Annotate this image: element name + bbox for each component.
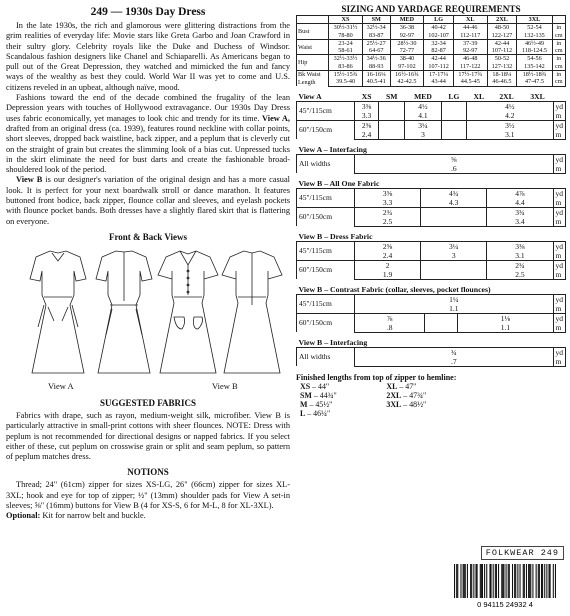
barcode-bar — [496, 564, 497, 598]
measure-cell: 37-39 — [453, 39, 487, 47]
yardage-m: 1.1 — [458, 323, 553, 333]
length-entry: SM – 44¾" — [300, 391, 337, 401]
yardage-m: 3.4 — [487, 217, 553, 227]
barcode-bar — [465, 564, 466, 598]
unit-yd: yd — [553, 207, 566, 217]
measure-cell: 54-56 — [517, 55, 552, 63]
measure-cell: 18½-18¾ — [517, 71, 552, 79]
left-column — [6, 6, 290, 610]
yardage-m: 3 — [421, 251, 487, 261]
yardage-yd: ⅞ — [355, 313, 425, 323]
size-header: LG — [424, 16, 454, 24]
dress-sketches — [14, 245, 284, 381]
measure-cell: 46½-49 — [517, 39, 552, 47]
fabric-width: 45"/115cm — [297, 294, 355, 313]
sizing-heading: SIZING AND YARDAGE REQUIREMENTS — [341, 4, 521, 14]
measure-cell: 40.5-41 — [362, 78, 390, 86]
barcode-bar — [539, 564, 540, 598]
measure-cell: 47-47.5 — [517, 78, 552, 86]
measure-cell: 28½-30 — [390, 39, 424, 47]
measure-label: Bk Waist Length — [297, 71, 329, 87]
yardage-row — [297, 313, 566, 323]
barcode-bar — [495, 564, 496, 598]
length-entry: 3XL – 48½" — [386, 400, 427, 410]
measure-cell: 97-102 — [390, 63, 424, 71]
measure-cell: 15½-15¾ — [329, 71, 363, 79]
measure-row-metric — [297, 63, 566, 71]
yardage-yd: 3¾ — [487, 207, 553, 217]
fabrics-text: Fabrics with drape, such as rayon, medium-weight silk, microfiber. View B is particularly attractive in small-print cottons with sheer flounces. NOTE: Dress with peplum is not recommended for directional designs or napped fabrics. If you select either of these, cut peplum on crosswise grain or split and seam peplum, so pattern of peplum matches dress. — [6, 410, 290, 462]
fabric-width: 60"/150cm — [297, 313, 355, 332]
unit-m: m — [553, 251, 566, 261]
yardage-yd — [379, 101, 405, 111]
barcode-bar — [550, 564, 551, 598]
barcode-bar — [503, 564, 504, 598]
barcode-bar — [526, 564, 527, 598]
measure-row — [297, 24, 566, 32]
barcode-number: 0 94115 24932 4 — [477, 600, 533, 609]
yardage-yd: 4⅞ — [487, 188, 553, 198]
view-a-label: View A, — [262, 113, 290, 123]
size-header: SM — [379, 90, 405, 102]
barcode-bar — [493, 564, 494, 598]
barcode-bar — [477, 564, 478, 598]
views-illustration — [6, 245, 290, 393]
size-header-row — [297, 16, 566, 24]
measure-cell: 107-112 — [424, 63, 454, 71]
measure-cell: 135-142 — [517, 63, 552, 71]
fabric-width: All widths — [297, 347, 355, 366]
barcode-bar — [482, 564, 483, 598]
measure-cell: 122-127 — [487, 32, 517, 40]
barcode-bar — [486, 564, 487, 598]
measure-label: Waist — [297, 39, 329, 55]
unit-m: m — [553, 323, 566, 333]
pattern-title: 249 — 1930s Day Dress — [90, 6, 206, 18]
fabrics-heading: SUGGESTED FABRICS — [99, 397, 197, 408]
measure-cell: 42-44 — [424, 55, 454, 63]
views-heading: Front & Back Views — [108, 231, 188, 242]
yardage-table — [296, 230, 566, 280]
barcode-bar — [515, 564, 516, 598]
yardage-table — [296, 177, 566, 227]
measure-cell: 83-87 — [362, 32, 390, 40]
yardage-yd: 3⅝ — [355, 188, 421, 198]
length-entry — [386, 409, 480, 418]
yardage-yd: 4½ — [467, 101, 553, 111]
measure-cell: 32-34 — [424, 39, 454, 47]
size-header: XL — [453, 16, 487, 24]
yardage-m — [379, 130, 405, 140]
fabric-width: 60"/150cm — [297, 260, 355, 279]
intro-paragraph-1: In the late 1930s, the rich and glamorous were glittering distractions from the grim realities of everyday life: Movie stars like Greta Garbo and Joan Crawford in their sultry glory. Celebrity royals like the Duke and Duchess of Windsor. Scandalous fashion designers like Chanel and Schiaparelli. As Americans began to pull out of the Great Depression, they watched and mimicked the fun and fancy ways of the wealthy as best they could. World War II was yet to come and U.S. citizens reveled in an upbeat, although naïve, mood. — [6, 21, 290, 92]
length-entry: XS – 44" — [300, 382, 330, 392]
barcode-bar — [546, 564, 547, 598]
measure-cell: 72-77 — [390, 47, 424, 55]
barcode-bar — [501, 564, 502, 598]
fabric-width: 60"/150cm — [297, 120, 355, 139]
unit-yd: yd — [553, 260, 566, 270]
yardage-row — [297, 260, 566, 270]
barcode-bar — [467, 564, 468, 598]
barcode-bar — [529, 564, 530, 598]
barcode-bar — [464, 564, 465, 598]
yardage-m — [441, 130, 466, 140]
measure-cell: 34½-36 — [362, 55, 390, 63]
yardage-yd: 2¾ — [355, 207, 421, 217]
yardage-yd: 2⅝ — [355, 120, 379, 130]
size-header: SM — [362, 16, 390, 24]
barcode-bar — [538, 564, 539, 598]
measure-row-metric — [297, 47, 566, 55]
measure-row — [297, 71, 566, 79]
unit-m: m — [553, 270, 566, 280]
unit-in: in — [552, 71, 565, 79]
notions-heading: NOTIONS — [127, 467, 169, 478]
barcode-bar — [541, 564, 542, 598]
barcode-bar — [498, 564, 499, 598]
barcode-bar — [512, 564, 513, 598]
size-header: 2XL — [487, 16, 517, 24]
measure-cell: 38-40 — [390, 55, 424, 63]
size-header: XS — [329, 16, 363, 24]
measure-cell: 127-132 — [487, 63, 517, 71]
barcode-bar — [470, 564, 471, 598]
yardage-yd — [421, 260, 487, 270]
measure-cell: 92-97 — [453, 47, 487, 55]
size-header: MED — [390, 16, 424, 24]
intro-paragraph-3: View B is our designer's variation of the original design and has a more casual look. It is perfect for your next boardwalk stroll or dance marathon. It features buttoned front bodice, back zipper, flounce collar and sleeves, and eyelash pockets with flounce pocket bands. Both dresses have a slightly flared skirt that is flattering on everyone. — [6, 175, 290, 226]
yardage-heading: View A – Interfacing — [297, 143, 566, 155]
finished-lengths — [296, 373, 566, 418]
yardage-yd — [421, 207, 487, 217]
measure-cell: 18-18¼ — [487, 71, 517, 79]
yardage-m: 3.1 — [487, 251, 553, 261]
barcode-bar — [491, 564, 492, 598]
barcode-bar — [508, 564, 509, 598]
measure-cell: 78-80 — [329, 32, 363, 40]
intro-paragraph-2: Fashions toward the end of the decade combined the frugality of the lean Depression years with touches of Hollywood extravagance. Our 1930s Day Dress uses fabric economically, yet manages to look chic and trendy for its time. View A, drafted from an original dress (ca. 1939), features round neckline with collar points, short sleeves, dropped back waistline, back zipper, and a peplum that is cleverly cut on the straight of grain but creates the slimming look of a bias cut. Unpressed tucks in the skirt eliminate the need for bust darts and create the fashionable broad-shouldered look of the period. — [6, 93, 290, 175]
yardage-m: 1.9 — [355, 270, 421, 280]
lengths-heading: Finished lengths from top of zipper to hemline: — [296, 372, 457, 382]
barcode-bar — [471, 564, 472, 598]
size-header: XS — [355, 90, 379, 102]
measure-cell: 132-135 — [517, 32, 552, 40]
measure-cell: 112-117 — [453, 32, 487, 40]
yardage-table — [296, 283, 566, 333]
unit-yd: yd — [553, 347, 566, 357]
measure-cell: 44.5-45 — [453, 78, 487, 86]
size-header: 3XL — [522, 90, 553, 102]
unit-m: m — [553, 357, 566, 367]
yardage-yd: 4¾ — [421, 188, 487, 198]
yardage-yd: 3¼ — [421, 241, 487, 251]
yardage-m: 3 — [405, 130, 442, 140]
measure-cell: 17½-17¾ — [453, 71, 487, 79]
measure-row — [297, 55, 566, 63]
yardage-heading: View B – Contrast Fabric (collar, sleeves, pocket flounces) — [297, 283, 566, 295]
yardage-yd: 2 — [355, 260, 421, 270]
measure-cell: 32½-33½ — [329, 55, 363, 63]
unit-yd: yd — [553, 188, 566, 198]
measure-cell: 50-52 — [487, 55, 517, 63]
unit-cm: cm — [552, 63, 565, 71]
yardage-yd: 2¾ — [487, 260, 553, 270]
barcode-bar — [456, 564, 457, 598]
measure-cell: 48-50 — [487, 24, 517, 32]
measure-cell: 32½-34 — [362, 24, 390, 32]
barcode-bar — [544, 564, 545, 598]
yardage-m: 3.3 — [355, 198, 421, 208]
unit-in: in — [552, 55, 565, 63]
barcode-bar — [528, 564, 529, 598]
yardage-m: 2.4 — [355, 251, 421, 261]
notions-optional-label: Optional: — [6, 511, 41, 521]
measure-cell: 46-46.5 — [487, 78, 517, 86]
measure-cell: 117-122 — [453, 63, 487, 71]
size-header: XL — [467, 90, 492, 102]
length-row — [300, 409, 480, 418]
yardage-m: 4.2 — [467, 111, 553, 121]
yardage-row — [297, 241, 566, 251]
unit-in: in — [552, 39, 565, 47]
measure-cell: 16-16¼ — [362, 71, 390, 79]
measure-cell: 44-46 — [453, 24, 487, 32]
measurement-table — [296, 15, 566, 87]
yardage-row — [297, 347, 566, 357]
measure-cell: 36-38 — [390, 24, 424, 32]
barcode — [446, 562, 564, 610]
unit-yd: yd — [553, 120, 566, 130]
barcode-bar — [481, 564, 482, 598]
view-a-caption: View A — [48, 380, 74, 391]
fabric-width: All widths — [297, 154, 355, 173]
measure-cell: 30½-31½ — [329, 24, 363, 32]
yardage-table — [296, 90, 566, 140]
yardage-m: .7 — [355, 357, 554, 367]
measure-row — [297, 39, 566, 47]
yardage-yd: 2⅝ — [355, 241, 421, 251]
intro-text — [6, 21, 290, 227]
barcode-bar — [553, 564, 554, 598]
unit-m: m — [553, 198, 566, 208]
barcode-bar — [542, 564, 543, 598]
yardage-m: 3.3 — [355, 111, 379, 121]
yardage-m: 4.1 — [405, 111, 442, 121]
yardage-yd: 3¼ — [405, 120, 442, 130]
unit-yd: yd — [553, 241, 566, 251]
measure-cell: 58-61 — [329, 47, 363, 55]
measure-cell: 64-67 — [362, 47, 390, 55]
yardage-yd: 4½ — [405, 101, 442, 111]
unit-cm: cm — [552, 78, 565, 86]
measure-cell: 82-87 — [424, 47, 454, 55]
notions-text: Thread; 24" (61cm) zipper for sizes XS-LG, 26" (66cm) zipper for sizes XL-3XL; hook and eye for top of zipper; ½" (13mm) shoulder pads for View A set-in sleeves; ⅝" (16mm) buttons for View B (4 for XS-S, 6 for M-L, 8 for XL-3XL). Optional: Kit for narrow belt and buckle. — [6, 480, 290, 521]
yardage-row — [297, 101, 566, 111]
yardage-yd — [441, 120, 466, 130]
barcode-bar — [548, 564, 549, 598]
measure-cell: 92-97 — [390, 32, 424, 40]
measure-label: Bust — [297, 24, 329, 40]
view-b-label: View B — [16, 175, 43, 185]
barcode-bar — [460, 564, 461, 598]
barcode-bar — [519, 564, 520, 598]
yardage-heading: View B – All One Fabric — [297, 177, 566, 189]
measure-cell: 52-54 — [517, 24, 552, 32]
unit-m: m — [553, 111, 566, 121]
measure-cell: 118-124.5 — [517, 47, 552, 55]
measure-cell: 107-112 — [487, 47, 517, 55]
barcode-bar — [523, 564, 524, 598]
unit-m: m — [553, 304, 566, 314]
yardage-row — [297, 120, 566, 130]
barcode-bar — [532, 564, 533, 598]
yardage-row — [297, 207, 566, 217]
barcode-bar — [502, 564, 503, 598]
yardage-yd: 1⅛ — [458, 313, 553, 323]
measure-cell: 25½-27 — [362, 39, 390, 47]
barcode-bar — [484, 564, 485, 598]
barcode-bar — [514, 564, 515, 598]
barcode-bar — [517, 564, 518, 598]
yardage-heading: View B – Dress Fabric — [297, 230, 566, 242]
unit-yd: yd — [553, 101, 566, 111]
measure-label: Hip — [297, 55, 329, 71]
length-entry: XL – 47" — [386, 382, 417, 392]
barcode-bar — [475, 564, 476, 598]
barcode-bar — [536, 564, 537, 598]
yardage-row — [297, 294, 566, 304]
barcode-bar — [509, 564, 510, 598]
yardage-yd — [441, 101, 466, 111]
yardage-m: 2.5 — [487, 270, 553, 280]
length-row — [300, 382, 480, 391]
yardage-m: .8 — [355, 323, 425, 333]
yardage-table — [296, 336, 566, 367]
measure-cell: 88-93 — [362, 63, 390, 71]
yardage-heading: View A — [297, 90, 355, 102]
yardage-m: 3.1 — [467, 130, 553, 140]
unit-m: m — [553, 217, 566, 227]
measure-cell: 42-42.5 — [390, 78, 424, 86]
unit-in: in — [552, 24, 565, 32]
length-row — [300, 391, 480, 400]
yardage-m: .6 — [355, 164, 554, 174]
length-entry: L – 46¼" — [300, 409, 331, 419]
measure-cell: 40-42 — [424, 24, 454, 32]
measure-row-metric — [297, 78, 566, 86]
measure-cell: 17-17¼ — [424, 71, 454, 79]
fabric-width: 45"/115cm — [297, 241, 355, 260]
barcode-bar — [555, 564, 556, 598]
yardage-m: 4.4 — [487, 198, 553, 208]
measure-cell: 39.5-40 — [329, 78, 363, 86]
yardage-yd: 1¼ — [355, 294, 554, 304]
unit-m: m — [553, 130, 566, 140]
unit-yd: yd — [553, 294, 566, 304]
yardage-m — [441, 111, 466, 121]
length-entry: M – 45½" — [300, 400, 333, 410]
unit-yd: yd — [553, 154, 566, 164]
measure-cell: 46-48 — [453, 55, 487, 63]
yardage-yd: 3⅜ — [487, 241, 553, 251]
yardage-m: 1.1 — [355, 304, 554, 314]
yardage-row — [297, 154, 566, 164]
yardage-yd: ¾ — [355, 347, 554, 357]
fabric-width: 45"/115cm — [297, 188, 355, 207]
measure-row-metric — [297, 32, 566, 40]
yardage-yd — [425, 313, 458, 323]
measure-cell: 43-44 — [424, 78, 454, 86]
yardage-yd: 3½ — [467, 120, 553, 130]
yardage-tables — [296, 90, 566, 367]
measure-cell: 102-107 — [424, 32, 454, 40]
barcode-bar — [530, 564, 531, 598]
yardage-heading: View B – Interfacing — [297, 336, 566, 348]
yardage-yd: 3⅝ — [355, 101, 379, 111]
barcode-bar — [524, 564, 525, 598]
yardage-m — [421, 217, 487, 227]
barcode-bar — [457, 564, 458, 598]
yardage-m — [379, 111, 405, 121]
size-header: MED — [405, 90, 442, 102]
measure-cell: 16½-16¾ — [390, 71, 424, 79]
yardage-m: 4.3 — [421, 198, 487, 208]
fabric-width: 45"/115cm — [297, 101, 355, 120]
lengths-table — [300, 382, 480, 418]
barcode-bar — [473, 564, 474, 598]
size-header: 2XL — [491, 90, 522, 102]
size-header: LG — [441, 90, 466, 102]
measure-cell: 42-44 — [487, 39, 517, 47]
measure-cell: 23-24 — [329, 39, 363, 47]
unit-cm: cm — [552, 32, 565, 40]
barcode-bar — [463, 564, 464, 598]
barcode-bar — [506, 564, 507, 598]
measure-cell: 83-86 — [329, 63, 363, 71]
length-entry: 2XL – 47¾" — [386, 391, 427, 401]
yardage-row — [297, 188, 566, 198]
yardage-m: 2.5 — [355, 217, 421, 227]
yardage-yd: ⅝ — [355, 154, 554, 164]
barcode-bar — [480, 564, 481, 598]
view-b-caption: View B — [212, 380, 238, 391]
right-column — [296, 4, 566, 612]
yardage-m — [425, 323, 458, 333]
unit-cm: cm — [552, 47, 565, 55]
length-row — [300, 400, 480, 409]
yardage-m: 2.4 — [355, 130, 379, 140]
barcode-bar — [454, 564, 455, 598]
yardage-table — [296, 143, 566, 174]
yardage-m — [421, 270, 487, 280]
unit-m: m — [553, 164, 566, 174]
size-header: 3XL — [517, 16, 552, 24]
yardage-yd — [379, 120, 405, 130]
barcode-bar — [489, 564, 490, 598]
brand-label: FOLKWEAR 249 — [481, 546, 564, 560]
unit-yd: yd — [553, 313, 566, 323]
fabric-width: 60"/150cm — [297, 207, 355, 226]
